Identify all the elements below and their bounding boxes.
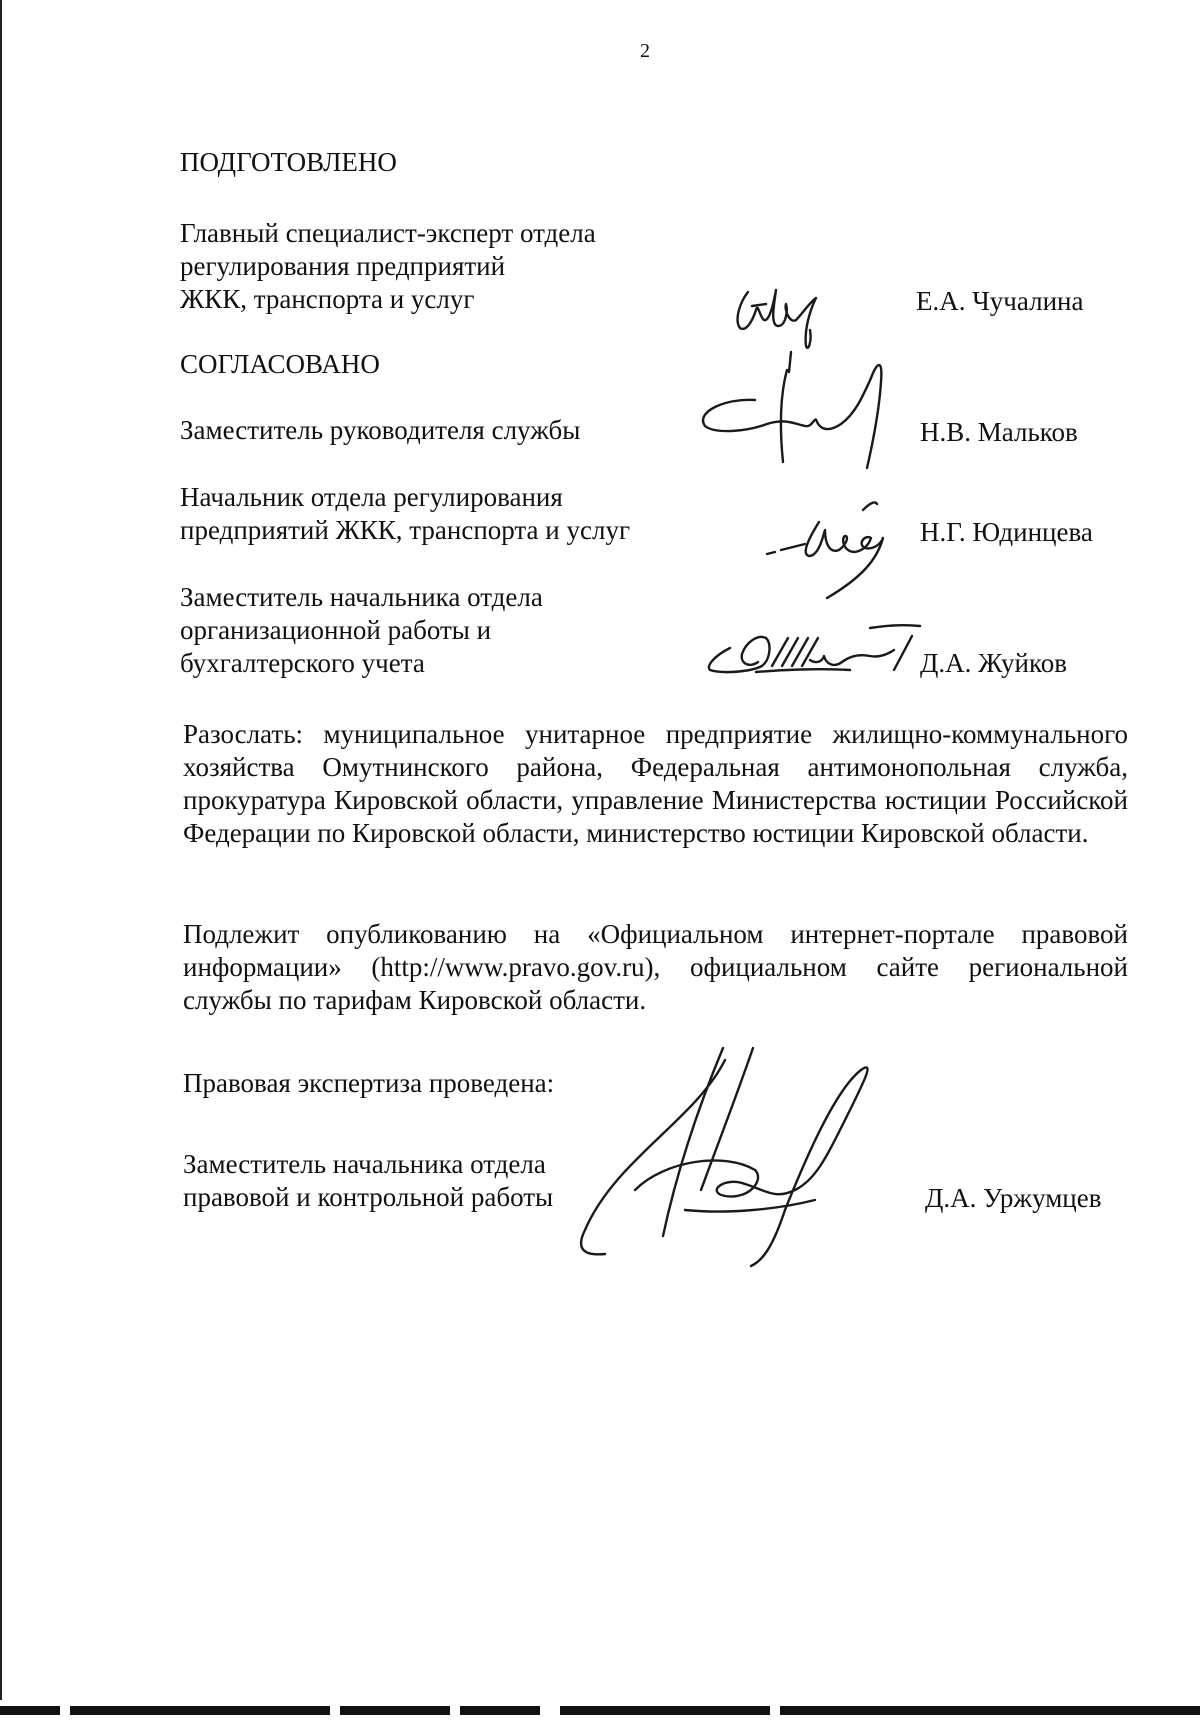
prepared-position-line-1: Главный специалист-эксперт отдела (180, 218, 596, 248)
agreed-3-position-line-1: Заместитель начальника отдела (180, 582, 543, 612)
agreed-3-position-line-3: бухгалтерского учета (180, 648, 425, 678)
prepared-signer-name: Е.А. Чучалина (916, 286, 1084, 316)
agreed-heading: СОГЛАСОВАНО (180, 349, 380, 379)
agreed-3-position-line-2: организационной работы и (180, 615, 492, 645)
prepared-position-line-3: ЖКК, транспорта и услуг (180, 284, 475, 314)
prepared-position-line-2: регулирования предприятий (180, 251, 506, 281)
agreed-2-position-line-1: Начальник отдела регулирования (180, 482, 563, 512)
prepared-heading: ПОДГОТОВЛЕНО (180, 147, 397, 177)
agreed-3-signer-name: Д.А. Жуйков (920, 648, 1067, 678)
scan-bottom-edge (0, 1700, 1200, 1721)
page-number: 2 (640, 40, 650, 62)
agreed-2-position-line-2: предприятий ЖКК, транспорта и услуг (180, 515, 631, 545)
signature-yudintseva (765, 490, 900, 600)
signature-zhuykov (700, 620, 930, 680)
legal-position-line-1: Заместитель начальника отдела (183, 1149, 546, 1179)
signature-urzhumtsev (575, 1040, 900, 1270)
agreed-2-signer-name: Н.Г. Юдинцева (920, 517, 1093, 547)
distribution-text: Разослать: муниципальное унитарное предприятие жилищно-коммунального хозяйства Омутнинского района, Федеральная антимонопольная служба, прокуратура Кировской области, управление Министерства юстиции Российской Федерации по Кировской области, министерство юстиции Кировской области. (183, 719, 1128, 848)
agreed-1-signer-name: Н.В. Мальков (920, 417, 1078, 447)
page-left-border (0, 0, 2, 1721)
signature-chuchalina (730, 280, 840, 355)
legal-position-line-2: правовой и контрольной работы (183, 1182, 554, 1212)
legal-signer-name: Д.А. Уржумцев (925, 1183, 1102, 1213)
signature-malkov (695, 352, 905, 477)
publication-text: Подлежит опубликованию на «Официальном интернет-портале правовой информации» (http://www.pravo.gov.ru), официальном сайте региональной службы по тарифам Кировской области. (183, 919, 1128, 1015)
legal-heading: Правовая экспертиза проведена: (183, 1068, 555, 1098)
agreed-1-position-line-1: Заместитель руководителя службы (180, 415, 581, 445)
